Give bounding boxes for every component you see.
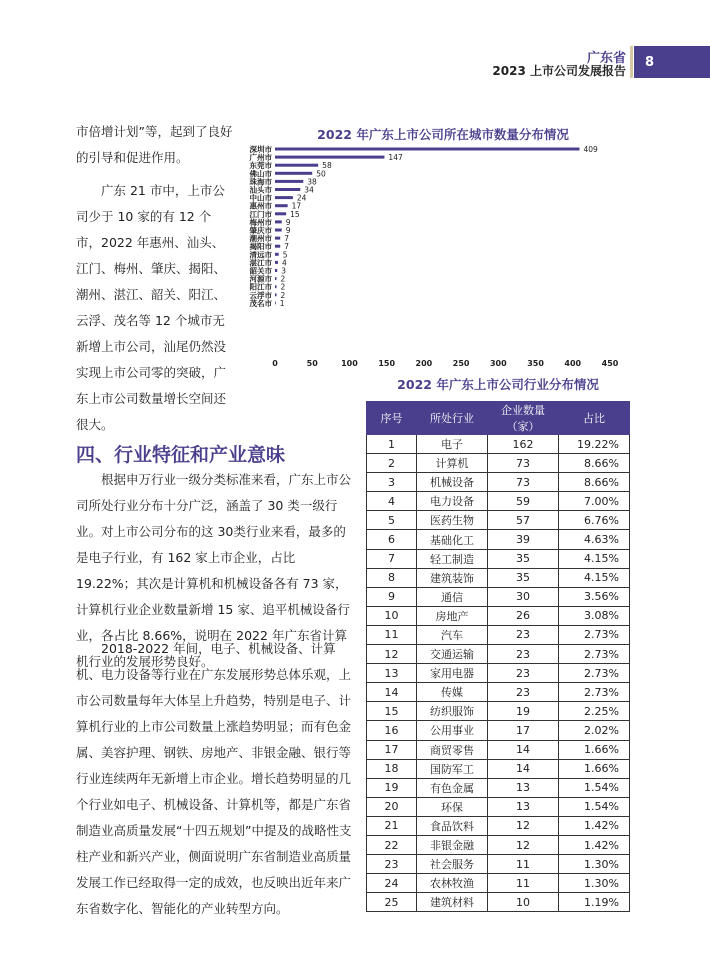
table-cell: 23 <box>487 664 558 683</box>
table-header-row <box>367 402 630 435</box>
table-header-cell: 占比 <box>558 402 629 435</box>
header-report-title: 2023 上市公司发展报告 <box>492 64 626 78</box>
table-row <box>367 683 630 702</box>
table-row <box>367 664 630 683</box>
table-cell: 21 <box>367 816 417 835</box>
city-label: 潮州市 <box>249 234 272 244</box>
table-cell: 2.73% <box>558 625 629 644</box>
city-label: 清远市 <box>249 250 272 260</box>
city-label: 惠州市 <box>249 201 272 211</box>
table-cell: 12 <box>487 835 558 854</box>
table-cell: 14 <box>487 740 558 759</box>
header-region: 广东省 <box>586 51 626 66</box>
table-cell: 7 <box>367 549 417 568</box>
city-bar <box>275 237 280 240</box>
table-cell: 24 <box>367 874 417 893</box>
x-tick-label: 350 <box>527 359 544 368</box>
table-cell: 8 <box>367 568 417 587</box>
header-separator <box>630 46 633 78</box>
city-label: 云浮市 <box>249 290 272 300</box>
city-bar <box>275 180 303 183</box>
city-label: 汕头市 <box>249 185 272 195</box>
city-bar <box>275 172 312 175</box>
city-value-label: 15 <box>290 209 300 219</box>
table-cell: 建筑装饰 <box>416 568 487 587</box>
table-cell: 39 <box>487 530 558 549</box>
table-cell: 20 <box>367 797 417 816</box>
city-bar <box>275 245 280 248</box>
city-value-label: 38 <box>307 177 317 187</box>
table-row <box>367 797 630 816</box>
table-row <box>367 759 630 778</box>
city-bar <box>275 188 300 191</box>
table-cell: 农林牧渔 <box>416 874 487 893</box>
table-cell: 13 <box>487 797 558 816</box>
city-label: 茂名市 <box>249 298 272 308</box>
x-tick-label: 400 <box>564 359 582 368</box>
table-cell: 16 <box>367 721 417 740</box>
city-value-label: 17 <box>291 201 302 211</box>
x-tick-label: 200 <box>415 359 433 368</box>
chart-title: 2022 年广东上市公司所在城市数量分布情况 <box>317 127 569 142</box>
x-tick-label: 450 <box>601 359 619 368</box>
city-label: 珠海市 <box>249 177 272 187</box>
section-title: 四、行业特征和产业意味 <box>76 444 286 466</box>
table-cell: 22 <box>367 835 417 854</box>
table-cell: 家用电器 <box>416 664 487 683</box>
table-cell: 19.22% <box>558 435 629 454</box>
table-row <box>367 855 630 874</box>
table-title: 2022 年广东上市公司行业分布情况 <box>397 377 599 392</box>
table-cell: 3 <box>367 473 417 492</box>
table-row <box>367 778 630 797</box>
city-bar <box>275 164 318 167</box>
table-cell: 食品饮料 <box>416 816 487 835</box>
x-tick-label: 150 <box>378 359 396 368</box>
table-cell: 17 <box>487 721 558 740</box>
table-row <box>367 625 630 644</box>
table-header-cell: 所处行业 <box>416 402 487 435</box>
x-tick-label: 50 <box>306 359 318 368</box>
city-bar <box>275 196 293 199</box>
table-cell: 1.54% <box>558 797 629 816</box>
table-cell: 交通运输 <box>416 645 487 664</box>
city-bar <box>275 285 276 288</box>
table-row <box>367 473 630 492</box>
city-bar <box>275 220 282 223</box>
city-label: 韶关市 <box>249 266 272 276</box>
table-cell: 162 <box>487 435 558 454</box>
table-row <box>367 702 630 721</box>
city-value-label: 34 <box>304 185 314 195</box>
table-cell: 1.30% <box>558 874 629 893</box>
table-cell: 18 <box>367 759 417 778</box>
table-cell: 传媒 <box>416 683 487 702</box>
table-row <box>367 606 630 625</box>
table-cell: 35 <box>487 549 558 568</box>
table-cell: 11 <box>367 625 417 644</box>
city-bar <box>275 212 286 215</box>
city-value-label: 9 <box>285 226 291 235</box>
table-row <box>367 530 630 549</box>
table-cell: 2.25% <box>558 702 629 721</box>
city-label: 东莞市 <box>249 161 272 171</box>
city-value-label: 3 <box>281 266 287 276</box>
table-cell: 1.66% <box>558 740 629 759</box>
table-cell: 有色金属 <box>416 778 487 797</box>
table-cell: 14 <box>367 683 417 702</box>
city-value-label: 409 <box>583 145 598 154</box>
table-cell: 2 <box>367 454 417 473</box>
city-value-label: 7 <box>284 242 289 252</box>
city-bar <box>275 301 276 304</box>
city-value-label: 5 <box>282 250 288 260</box>
city-label: 中山市 <box>249 193 272 203</box>
table-cell: 73 <box>487 454 558 473</box>
table-cell: 8.66% <box>558 454 629 473</box>
paragraph-1: 市倍增计划”等，起到了良好的引导和促进作用。 <box>76 124 233 165</box>
table-row <box>367 492 630 511</box>
table-cell: 非银金融 <box>416 835 487 854</box>
table-cell: 2.73% <box>558 645 629 664</box>
x-tick-label: 100 <box>341 359 358 368</box>
table-cell: 11 <box>487 874 558 893</box>
city-label: 河源市 <box>249 274 272 284</box>
table-cell: 社会服务 <box>416 855 487 874</box>
paragraph-3: 根据申万行业一级分类标准来看，广东上市公司所处行业分布十分广泛，涵盖了 30 类一级行业。对上市公司分布的这 30类行业来看，最多的是电子行业，有 162 家上市企业，占比 19.22%；其次是计算机和机械设备各有 73 家，计算机行业企业数量新增 15 家、追平机械设备行业，各占比 8.66%，说明在 2022 年广东省计算机行业的发展形势良好。 <box>76 472 352 669</box>
table-cell: 电力设备 <box>416 492 487 511</box>
table-cell: 10 <box>487 893 558 912</box>
table-cell: 国防军工 <box>416 759 487 778</box>
city-label: 广州市 <box>249 153 272 163</box>
table-cell: 23 <box>367 855 417 874</box>
table-header-cell: 企业数量（家） <box>487 402 558 435</box>
table-cell: 计算机 <box>416 454 487 473</box>
city-bar <box>275 277 276 280</box>
city-value-label: 7 <box>284 234 289 244</box>
table-cell: 14 <box>487 759 558 778</box>
table-cell: 23 <box>487 625 558 644</box>
table-cell: 4.15% <box>558 549 629 568</box>
city-bar <box>275 229 282 232</box>
table-row <box>367 511 630 530</box>
table-cell: 25 <box>367 893 417 912</box>
table-cell: 1.66% <box>558 759 629 778</box>
table-cell: 1.19% <box>558 893 629 912</box>
table-cell: 8.66% <box>558 473 629 492</box>
city-value-label: 58 <box>322 161 332 171</box>
city-value-label: 50 <box>316 169 326 179</box>
city-bar <box>275 204 288 207</box>
table-cell: 汽车 <box>416 625 487 644</box>
table-cell: 2.73% <box>558 664 629 683</box>
page-number <box>634 46 710 78</box>
city-value-label: 9 <box>285 217 291 227</box>
city-bar <box>275 253 279 256</box>
table-cell: 4.15% <box>558 568 629 587</box>
table-row <box>367 721 630 740</box>
industry-table <box>366 401 630 912</box>
table-cell: 4.63% <box>558 530 629 549</box>
table-cell: 15 <box>367 702 417 721</box>
city-value-label: 147 <box>388 153 403 163</box>
table-cell: 公用事业 <box>416 721 487 740</box>
city-value-label: 1 <box>279 298 285 308</box>
table-row <box>367 835 630 854</box>
table-cell: 13 <box>487 778 558 797</box>
city-value-label: 2 <box>280 274 286 284</box>
city-label: 梅州市 <box>249 217 272 227</box>
city-label: 江门市 <box>249 209 272 219</box>
table-cell: 通信 <box>416 587 487 606</box>
page-number-text: 8 <box>645 54 655 70</box>
table-cell: 电子 <box>416 435 487 454</box>
city-label: 肇庆市 <box>249 226 272 235</box>
table-cell: 59 <box>487 492 558 511</box>
city-value-label: 4 <box>281 258 287 268</box>
table-cell: 机械设备 <box>416 473 487 492</box>
table-row <box>367 645 630 664</box>
paragraph-4: 2018-2022 年间，电子、机械设备、计算机、电力设备等行业在广东发展形势总体乐观，上市公司数量每年大体呈上升趋势，特别是电子、计算机行业的上市公司数量上涨趋势明显；而有色金属、美容护理、钢铁、房地产、非银金融、银行等行业连续两年无新增上市企业。增长趋势明显的几个行业如电子、机械设备、计算机等，都是广东省制造业高质量发展“十四五规划”中提及的战略性支柱产业和新兴产业，侧面说明广东省制造业高质量发展工作已经取得一定的成效，也反映出近年来广东省数字化、智能化的产业转型方向。 <box>76 641 352 916</box>
table-cell: 23 <box>487 645 558 664</box>
table-cell: 30 <box>487 587 558 606</box>
table-header-cell: 序号 <box>367 402 417 435</box>
city-value-label: 24 <box>296 193 307 203</box>
city-bar <box>275 261 278 264</box>
table-cell: 6.76% <box>558 511 629 530</box>
table-cell: 商贸零售 <box>416 740 487 759</box>
table-cell: 73 <box>487 473 558 492</box>
city-label: 揭阳市 <box>249 242 272 252</box>
table-cell: 3.56% <box>558 587 629 606</box>
table-row <box>367 587 630 606</box>
table-cell: 2.02% <box>558 721 629 740</box>
city-bar <box>275 269 277 272</box>
city-value-label: 2 <box>280 290 286 300</box>
table-cell: 57 <box>487 511 558 530</box>
table-row <box>367 568 630 587</box>
table-cell: 11 <box>487 855 558 874</box>
table-row <box>367 454 630 473</box>
x-tick-label: 300 <box>489 359 507 368</box>
table-body <box>367 435 630 912</box>
table-cell: 26 <box>487 606 558 625</box>
table-row <box>367 816 630 835</box>
table-row <box>367 549 630 568</box>
table-cell: 1.42% <box>558 835 629 854</box>
table-cell: 19 <box>487 702 558 721</box>
table-row <box>367 740 630 759</box>
table-cell: 1.30% <box>558 855 629 874</box>
table-cell: 1.54% <box>558 778 629 797</box>
table-cell: 9 <box>367 587 417 606</box>
city-bar-chart <box>240 140 630 372</box>
city-bar <box>275 156 384 159</box>
table-cell: 轻工制造 <box>416 549 487 568</box>
table-cell: 6 <box>367 530 417 549</box>
table-cell: 1 <box>367 435 417 454</box>
table-cell: 12 <box>367 645 417 664</box>
table-cell: 3.08% <box>558 606 629 625</box>
table-cell: 13 <box>367 664 417 683</box>
table-cell: 17 <box>367 740 417 759</box>
table-row <box>367 435 630 454</box>
table-cell: 医药生物 <box>416 511 487 530</box>
table-cell: 环保 <box>416 797 487 816</box>
city-bar <box>275 148 579 151</box>
table-row <box>367 893 630 912</box>
city-bar <box>275 293 276 296</box>
table-row <box>367 874 630 893</box>
table-cell: 1.42% <box>558 816 629 835</box>
city-label: 湛江市 <box>249 258 272 268</box>
table-cell: 23 <box>487 683 558 702</box>
table-cell: 19 <box>367 778 417 797</box>
table-cell: 纺织服饰 <box>416 702 487 721</box>
table-cell: 7.00% <box>558 492 629 511</box>
x-tick-label: 0 <box>272 359 278 368</box>
table-cell: 2.73% <box>558 683 629 702</box>
city-label: 佛山市 <box>249 169 272 179</box>
table-cell: 5 <box>367 511 417 530</box>
table-cell: 4 <box>367 492 417 511</box>
x-tick-label: 250 <box>452 359 470 368</box>
city-label: 深圳市 <box>249 145 272 154</box>
table-cell: 12 <box>487 816 558 835</box>
city-label: 阳江市 <box>249 282 272 292</box>
table-cell: 建筑材料 <box>416 893 487 912</box>
table-cell: 基础化工 <box>416 530 487 549</box>
table-cell: 10 <box>367 606 417 625</box>
table-cell: 房地产 <box>416 606 487 625</box>
city-value-label: 2 <box>280 282 286 292</box>
table-cell: 35 <box>487 568 558 587</box>
paragraph-2: 广东 21 市中，上市公司少于 10 家的有 12 个市，2022 年惠州、汕头、江门、梅州、肇庆、揭阳、潮州、湛江、韶关、阳江、云浮、茂名等 12 个城市无新增上市公司，汕尾仍然没实现上市公司零的突破，广东上市公司数量增长空间还很大。 <box>76 183 227 432</box>
